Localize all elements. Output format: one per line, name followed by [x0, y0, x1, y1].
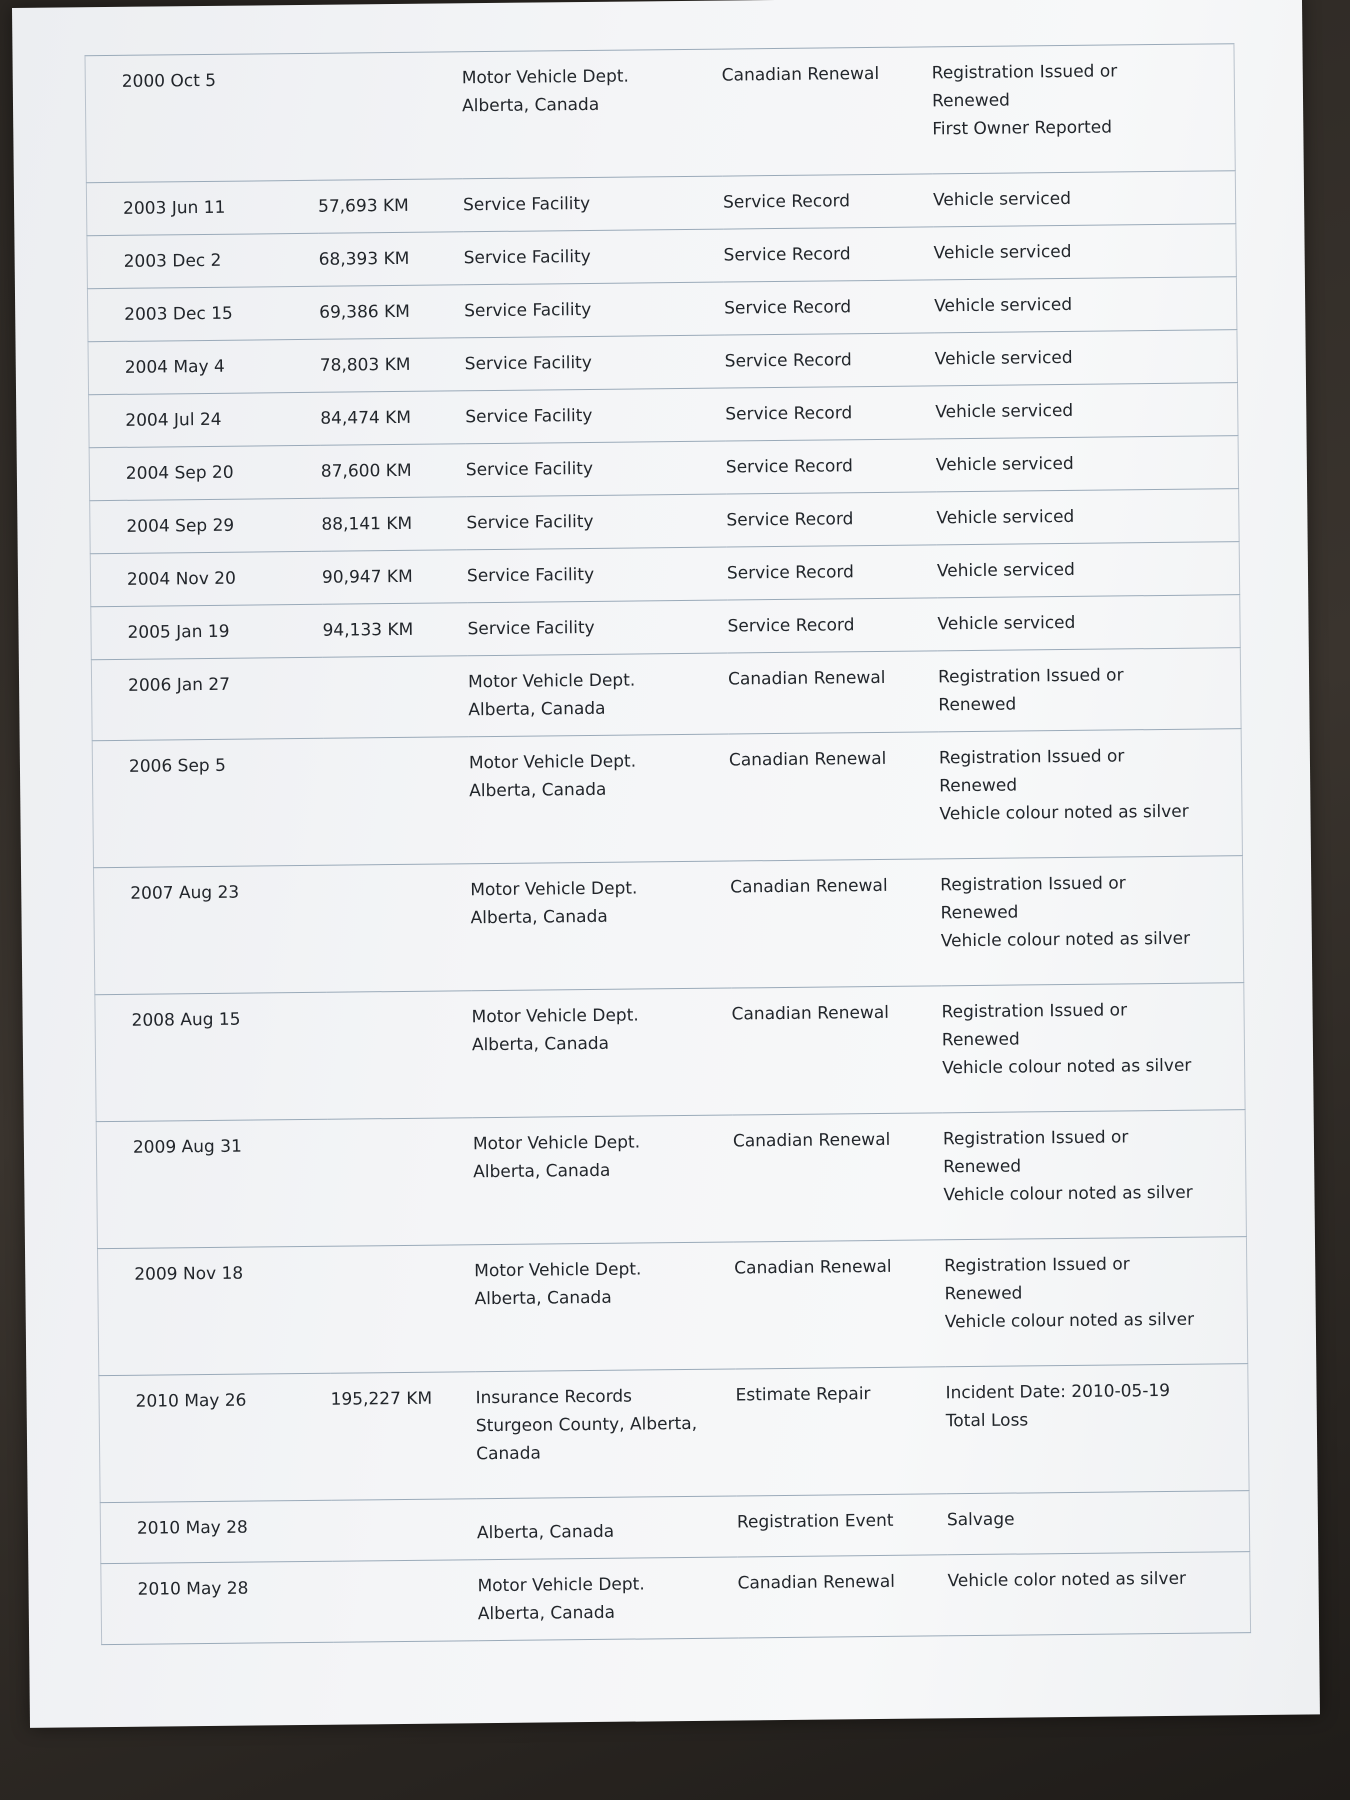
- record-detail-line: Vehicle serviced: [934, 294, 1073, 317]
- source-cell: [464, 282, 725, 338]
- record-source-line: Motor Vehicle Dept.: [474, 1259, 642, 1282]
- record-detail-line: Registration Issued or: [931, 61, 1118, 84]
- record-type: Canadian Renewal: [737, 1571, 896, 1594]
- record-date: 2004 Sep 29: [126, 515, 235, 537]
- record-source-line: Service Facility: [466, 511, 594, 534]
- record-source-line: Service Facility: [464, 299, 592, 322]
- record-detail-line: Total Loss: [945, 1410, 1029, 1432]
- odometer-cell: [321, 497, 467, 552]
- record-odometer: 94,133 KM: [322, 619, 414, 641]
- record-type: Canadian Renewal: [732, 1129, 891, 1152]
- source-cell: [466, 494, 727, 550]
- details-cell: [944, 1237, 1248, 1367]
- source-cell: [477, 1557, 738, 1641]
- record-type: Service Record: [725, 403, 853, 425]
- record-source-line: Alberta, Canada: [470, 906, 608, 929]
- record-odometer: 90,947 KM: [321, 566, 413, 588]
- record-source-line: Canada: [476, 1443, 541, 1465]
- record-detail-line: First Owner Reported: [932, 117, 1113, 140]
- record-type: Canadian Renewal: [731, 1002, 890, 1025]
- record-type: Service Record: [724, 297, 852, 319]
- history-row: [91, 648, 1241, 741]
- record-detail-line: Vehicle serviced: [933, 241, 1072, 264]
- odometer-cell: [319, 338, 465, 393]
- source-cell: [477, 1496, 738, 1560]
- details-cell: [945, 1364, 1249, 1494]
- record-date: 2010 May 28: [137, 1578, 249, 1600]
- record-detail-line: Vehicle serviced: [936, 506, 1075, 529]
- details-cell: [943, 1110, 1247, 1240]
- record-source-line: Sturgeon County, Alberta,: [475, 1413, 698, 1437]
- record-source-line: Service Facility: [465, 405, 593, 428]
- source-cell: [467, 600, 728, 656]
- odometer-cell: [324, 737, 470, 866]
- details-cell: [936, 436, 1239, 492]
- record-odometer: [323, 668, 468, 670]
- record-type: Service Record: [727, 615, 855, 637]
- record-detail-line: Vehicle color noted as silver: [947, 1568, 1187, 1592]
- record-type: Service Record: [726, 509, 854, 531]
- odometer-cell: [329, 1245, 475, 1374]
- odometer-cell: [328, 1118, 474, 1247]
- record-odometer: 195,227 KM: [330, 1388, 433, 1410]
- record-source-line: Alberta, Canada: [471, 1033, 610, 1056]
- record-date: 2010 May 26: [135, 1390, 247, 1412]
- odometer-cell: [325, 864, 471, 993]
- details-cell: [931, 44, 1235, 174]
- type-cell: [729, 732, 940, 861]
- type-cell: [727, 598, 938, 653]
- record-date: 2008 Aug 15: [131, 1009, 241, 1031]
- details-cell: [941, 983, 1245, 1113]
- record-source-line: Service Facility: [467, 617, 595, 640]
- details-cell: [937, 595, 1240, 651]
- history-row: [101, 1552, 1251, 1645]
- record-detail-line: Registration Issued or: [937, 665, 1124, 688]
- type-cell: [734, 1240, 945, 1369]
- record-source-line: Alberta, Canada: [473, 1160, 611, 1183]
- type-cell: [737, 1555, 948, 1638]
- details-cell: [937, 542, 1240, 598]
- date-cell: [96, 1119, 329, 1248]
- record-detail-line: Vehicle serviced: [934, 347, 1073, 370]
- type-cell: [723, 227, 934, 282]
- details-cell: [936, 489, 1239, 545]
- record-source-line: Alberta, Canada: [474, 1287, 612, 1310]
- record-type: Service Record: [723, 244, 851, 266]
- record-odometer: [317, 64, 462, 66]
- record-source-line: Alberta, Canada: [476, 1521, 615, 1544]
- record-source-line: Service Facility: [463, 246, 591, 269]
- record-type: Service Record: [722, 191, 851, 213]
- record-detail-line: Incident Date: 2010-05-19: [945, 1380, 1171, 1404]
- record-type: Canadian Renewal: [734, 1256, 892, 1279]
- odometer-cell: [316, 52, 462, 181]
- record-type: Service Record: [725, 456, 853, 478]
- history-row: [92, 729, 1242, 868]
- date-cell: [86, 180, 318, 235]
- date-cell: [87, 233, 319, 288]
- record-date: 2003 Dec 2: [123, 250, 222, 272]
- date-cell: [87, 286, 319, 341]
- record-source-line: Insurance Records: [475, 1386, 633, 1409]
- record-date: 2009 Aug 31: [132, 1136, 242, 1158]
- record-detail-line: Vehicle colour noted as silver: [942, 1055, 1192, 1079]
- date-cell: [95, 992, 328, 1121]
- date-cell: [90, 551, 322, 606]
- date-cell: [99, 1373, 332, 1502]
- record-date: 2004 Sep 20: [125, 462, 234, 484]
- type-cell: [733, 1113, 944, 1242]
- date-cell: [91, 604, 323, 659]
- odometer-cell: [326, 991, 472, 1120]
- record-detail-line: Renewed: [939, 775, 1018, 797]
- record-source-line: Service Facility: [465, 458, 594, 481]
- date-cell: [89, 392, 321, 447]
- details-cell: [933, 224, 1236, 280]
- history-row: [94, 856, 1244, 995]
- odometer-cell: [319, 285, 465, 340]
- record-detail-line: Renewed: [938, 694, 1017, 716]
- record-source-line: Service Facility: [464, 352, 592, 375]
- date-cell: [85, 53, 318, 182]
- type-cell: [728, 651, 939, 734]
- record-odometer: [328, 1130, 473, 1132]
- source-cell: [461, 49, 722, 179]
- record-detail-line: Vehicle serviced: [937, 612, 1076, 635]
- type-cell: [731, 986, 942, 1115]
- type-cell: [723, 174, 934, 229]
- record-odometer: [326, 1003, 471, 1005]
- record-source-line: Alberta, Canada: [477, 1602, 616, 1625]
- record-detail-line: Vehicle serviced: [935, 400, 1074, 423]
- record-odometer: [325, 876, 470, 878]
- details-cell: [935, 383, 1238, 439]
- date-cell: [100, 1500, 332, 1563]
- date-cell: [97, 1246, 330, 1375]
- source-cell: [468, 653, 729, 737]
- record-odometer: [332, 1572, 477, 1574]
- record-type: Registration Event: [736, 1510, 894, 1533]
- type-cell: [737, 1494, 948, 1557]
- source-cell: [473, 1115, 734, 1245]
- record-odometer: 84,474 KM: [320, 407, 412, 429]
- date-cell: [92, 738, 325, 867]
- record-odometer: 69,386 KM: [319, 301, 411, 323]
- history-row: [85, 44, 1235, 183]
- record-detail-line: Vehicle colour noted as silver: [944, 1309, 1195, 1333]
- record-odometer: 78,803 KM: [319, 354, 411, 376]
- record-source-line: Alberta, Canada: [469, 779, 607, 802]
- type-cell: [735, 1367, 946, 1496]
- type-cell: [724, 280, 935, 335]
- details-cell: [934, 277, 1237, 333]
- vehicle-history-table: [84, 43, 1251, 1645]
- date-cell: [90, 498, 322, 553]
- record-date: 2006 Jan 27: [127, 674, 231, 696]
- record-type: Canadian Renewal: [730, 875, 888, 898]
- details-cell: [934, 330, 1237, 386]
- record-source-line: Motor Vehicle Dept.: [472, 1132, 641, 1155]
- document-page: [12, 0, 1320, 1728]
- source-cell: [475, 1369, 736, 1499]
- record-odometer: 68,393 KM: [318, 248, 410, 270]
- odometer-cell: [318, 179, 464, 234]
- record-type: Estimate Repair: [735, 1384, 871, 1406]
- record-type: Service Record: [726, 562, 855, 584]
- record-date: 2004 Jul 24: [125, 409, 222, 431]
- record-odometer: [324, 749, 469, 751]
- record-detail-line: Renewed: [941, 1029, 1020, 1051]
- record-detail-line: Salvage: [946, 1509, 1015, 1531]
- record-source-line: Service Facility: [462, 193, 591, 216]
- history-row: [95, 983, 1245, 1122]
- details-cell: [939, 729, 1243, 859]
- odometer-cell: [322, 603, 468, 658]
- record-type: Canadian Renewal: [721, 63, 880, 86]
- record-source-line: Service Facility: [466, 564, 595, 587]
- record-source-line: Motor Vehicle Dept.: [461, 66, 629, 89]
- record-detail-line: Vehicle serviced: [936, 559, 1075, 582]
- record-date: 2004 Nov 20: [126, 568, 236, 590]
- details-cell: [938, 648, 1241, 732]
- odometer-cell: [322, 550, 468, 605]
- source-cell: [471, 988, 732, 1118]
- record-date: 2000 Oct 5: [121, 70, 217, 92]
- record-odometer: [329, 1257, 474, 1259]
- history-row: [96, 1110, 1246, 1249]
- date-cell: [91, 657, 323, 740]
- type-cell: [730, 859, 941, 988]
- record-date: 2004 May 4: [124, 356, 225, 378]
- history-row: [99, 1364, 1249, 1503]
- source-cell: [466, 441, 727, 497]
- record-date: 2005 Jan 19: [127, 621, 230, 643]
- record-odometer: 87,600 KM: [320, 460, 412, 482]
- record-source-line: Alberta, Canada: [468, 698, 606, 721]
- odometer-cell: [320, 391, 466, 446]
- date-cell: [89, 445, 321, 500]
- record-odometer: [332, 1511, 477, 1513]
- odometer-cell: [332, 1499, 478, 1562]
- record-detail-line: Registration Issued or: [940, 873, 1126, 896]
- source-cell: [474, 1242, 735, 1372]
- date-cell: [101, 1561, 333, 1644]
- record-date: 2006 Sep 5: [128, 755, 226, 777]
- record-source-line: Motor Vehicle Dept.: [477, 1574, 645, 1597]
- type-cell: [726, 492, 937, 547]
- details-cell: [947, 1491, 1250, 1555]
- record-source-line: Motor Vehicle Dept.: [470, 878, 638, 901]
- source-cell: [470, 861, 731, 991]
- details-cell: [933, 171, 1236, 227]
- record-detail-line: Registration Issued or: [942, 1127, 1129, 1150]
- history-row: [97, 1237, 1247, 1376]
- record-type: Canadian Renewal: [728, 748, 887, 771]
- record-type: Service Record: [724, 350, 852, 372]
- record-detail-line: Renewed: [940, 902, 1019, 924]
- details-cell: [947, 1552, 1250, 1636]
- odometer-cell: [321, 444, 467, 499]
- record-detail-line: Registration Issued or: [938, 746, 1125, 769]
- source-cell: [463, 229, 724, 285]
- odometer-cell: [318, 232, 464, 287]
- type-cell: [721, 47, 932, 176]
- source-cell: [467, 547, 728, 603]
- source-cell: [464, 335, 725, 391]
- odometer-cell: [330, 1372, 476, 1501]
- record-odometer: 57,693 KM: [317, 195, 409, 217]
- odometer-cell: [332, 1560, 478, 1643]
- type-cell: [727, 545, 938, 600]
- record-detail-line: Vehicle colour noted as silver: [939, 801, 1189, 825]
- details-cell: [940, 856, 1244, 986]
- record-detail-line: Vehicle colour noted as silver: [943, 1182, 1193, 1206]
- date-cell: [94, 865, 327, 994]
- record-detail-line: Vehicle colour noted as silver: [940, 928, 1191, 952]
- record-detail-line: Registration Issued or: [944, 1254, 1130, 1277]
- record-detail-line: Vehicle serviced: [932, 188, 1072, 211]
- record-type: Canadian Renewal: [727, 667, 886, 690]
- record-date: 2009 Nov 18: [134, 1263, 244, 1285]
- source-cell: [463, 176, 724, 232]
- record-source-line: Motor Vehicle Dept.: [467, 670, 636, 693]
- odometer-cell: [323, 656, 469, 739]
- record-detail-line: Vehicle serviced: [935, 453, 1074, 476]
- record-date: 2003 Dec 15: [124, 303, 233, 325]
- record-date: 2003 Jun 11: [123, 197, 226, 219]
- record-date: 2010 May 28: [136, 1517, 248, 1539]
- type-cell: [724, 333, 935, 388]
- record-detail-line: Registration Issued or: [941, 1000, 1128, 1023]
- record-detail-line: Renewed: [944, 1283, 1023, 1305]
- source-cell: [465, 388, 726, 444]
- record-source-line: Motor Vehicle Dept.: [468, 751, 637, 774]
- record-source-line: Alberta, Canada: [461, 94, 600, 117]
- record-detail-line: Renewed: [943, 1156, 1022, 1178]
- date-cell: [88, 339, 320, 394]
- record-odometer: 88,141 KM: [321, 513, 413, 535]
- type-cell: [726, 439, 937, 494]
- record-source-line: Motor Vehicle Dept.: [471, 1005, 639, 1028]
- record-detail-line: Renewed: [931, 90, 1011, 112]
- vehicle-history-rows: [85, 44, 1251, 1645]
- record-date: 2007 Aug 23: [130, 882, 240, 904]
- source-cell: [469, 734, 730, 864]
- type-cell: [725, 386, 936, 441]
